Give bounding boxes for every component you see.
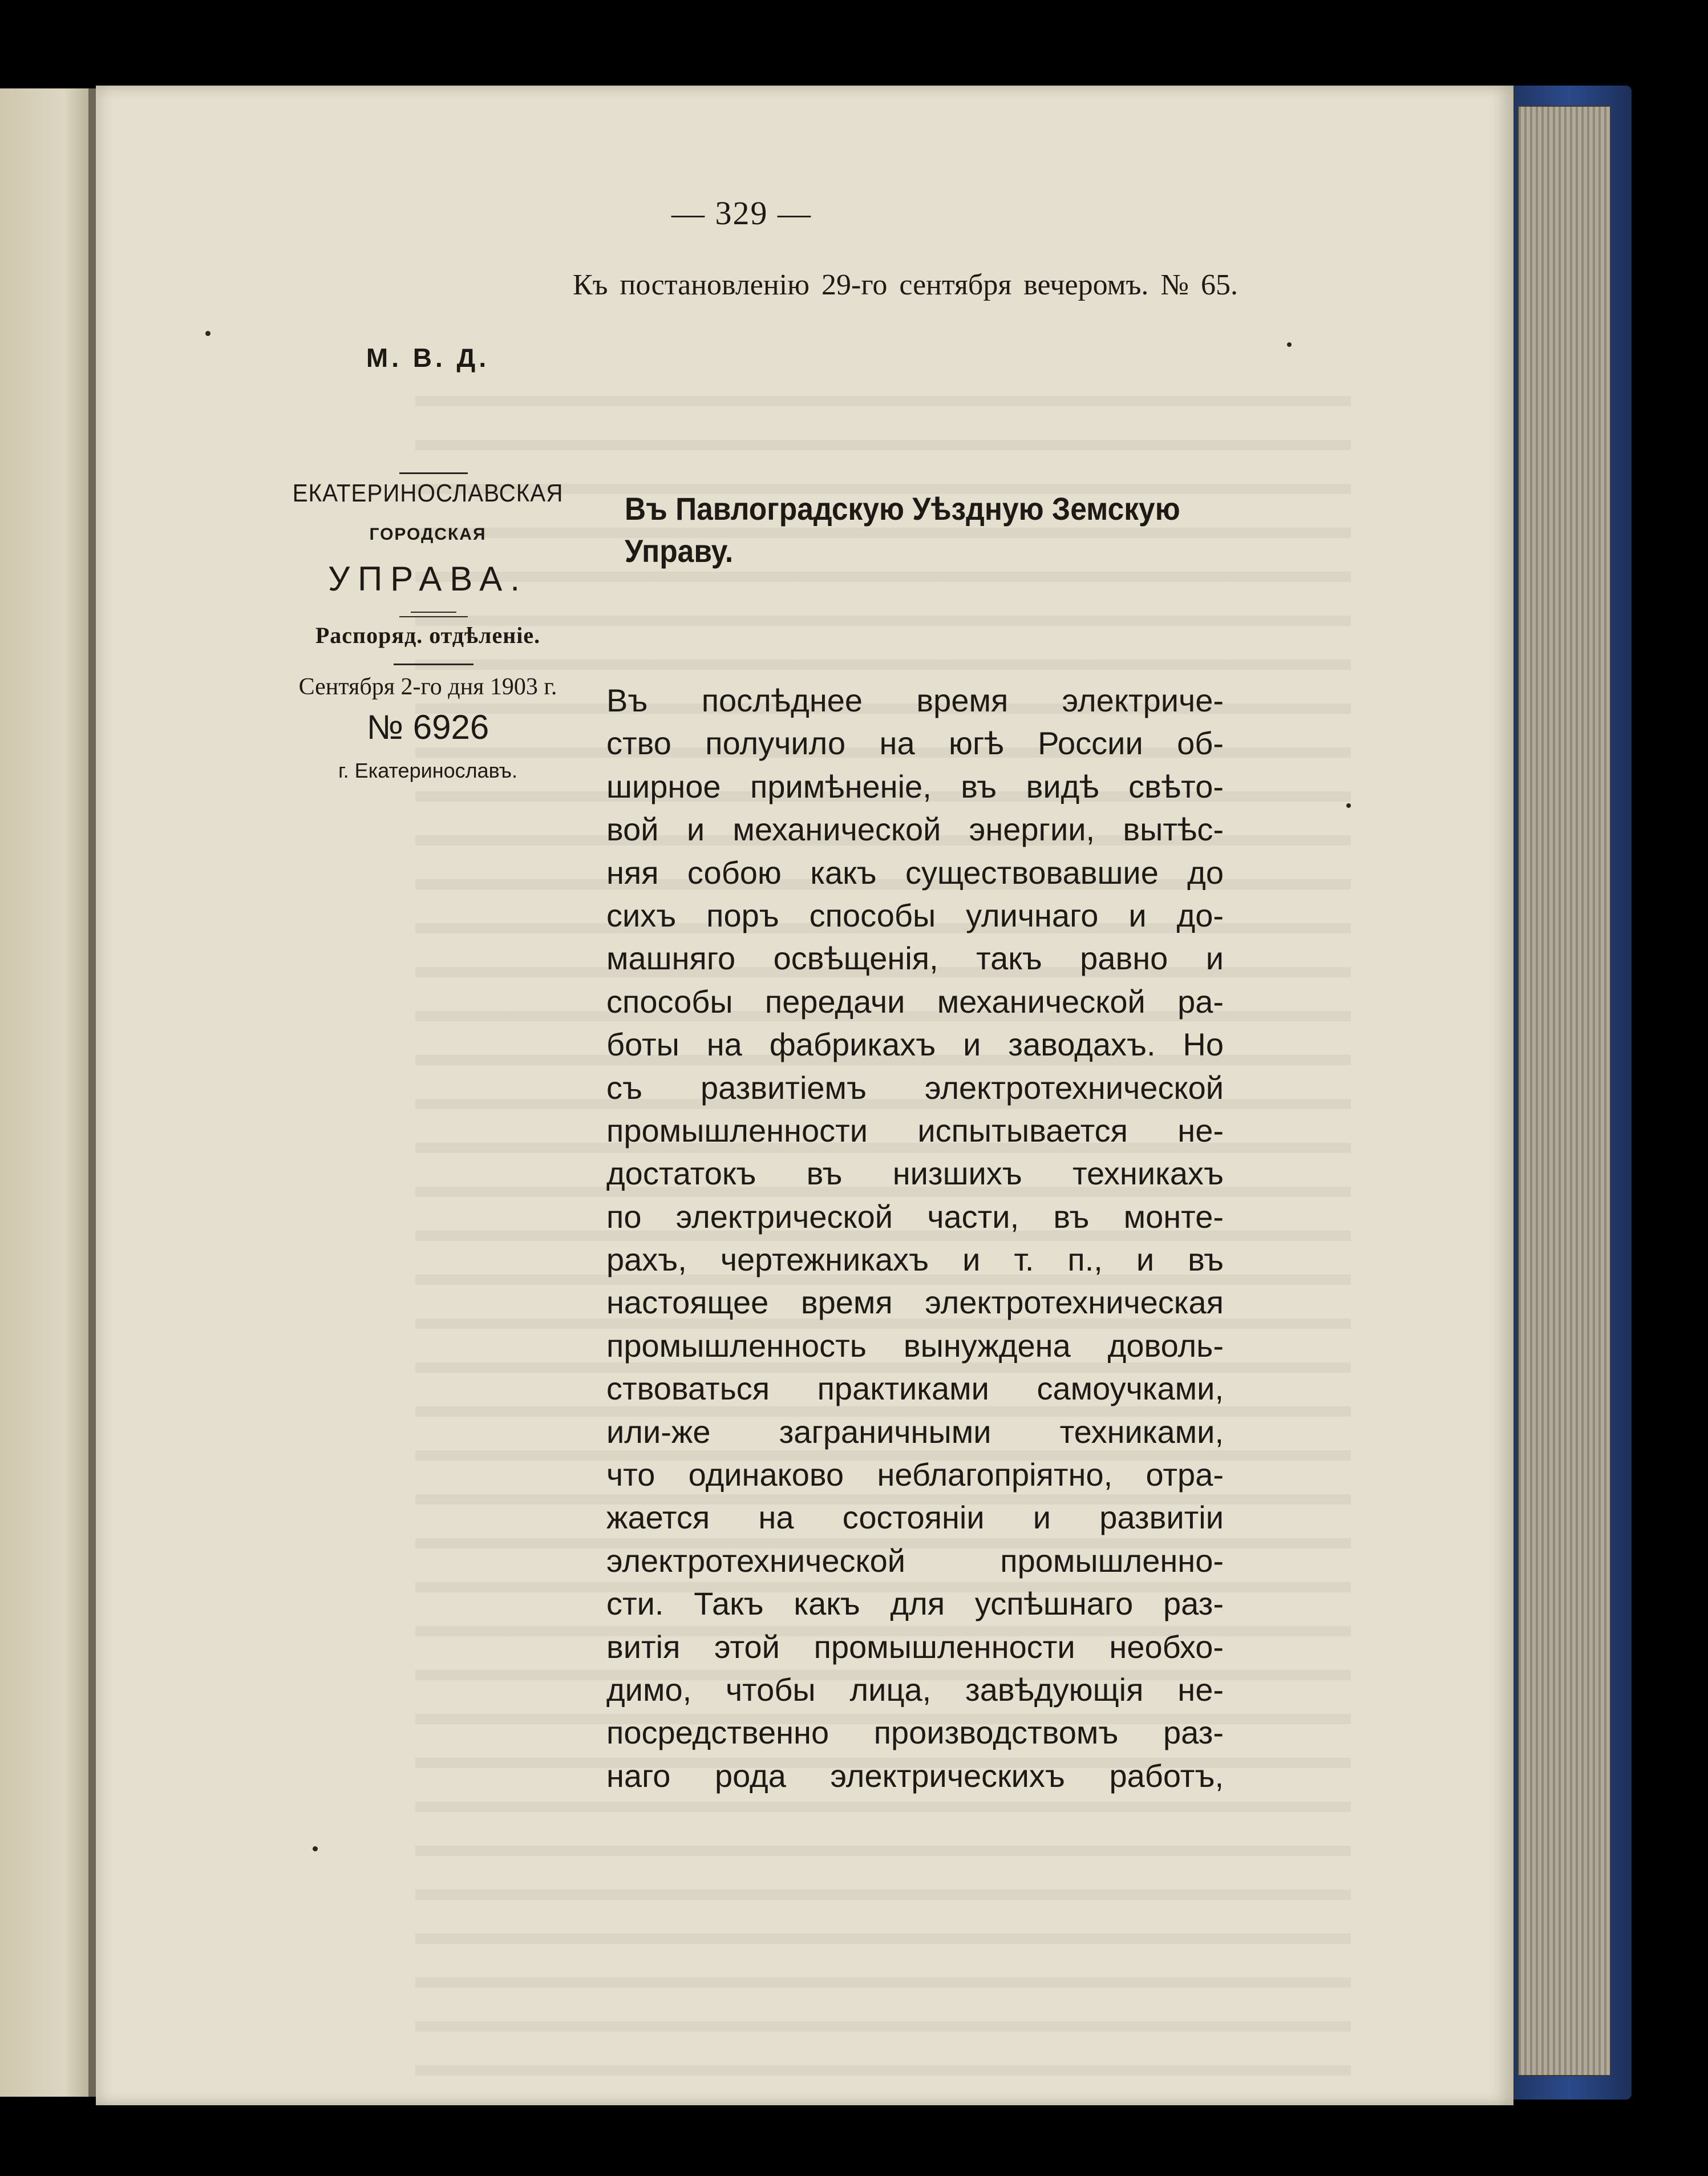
document-date: Сентября 2-го дня 1903 г. xyxy=(298,674,557,700)
body-line: наго рода электрическихъ работъ, xyxy=(606,1757,1224,1794)
body-line: жается на состояніи и развитіи xyxy=(606,1499,1224,1536)
body-line: настоящее время электротехническая xyxy=(606,1284,1224,1321)
addressee: Въ Павлоградскую Уѣздную Земскую Управу. xyxy=(625,491,1180,569)
ministry-header: М. В. Д. xyxy=(366,343,490,373)
body-line: сихъ поръ способы уличнаго и до- xyxy=(606,897,1224,933)
body-line: посредственно производствомъ раз- xyxy=(606,1714,1224,1751)
left-page-edge xyxy=(0,88,91,2097)
page-stack-edges xyxy=(1517,106,1611,2076)
body-line: или-же заграничными техниками, xyxy=(606,1413,1224,1450)
ink-speck xyxy=(1346,803,1351,808)
divider xyxy=(394,664,473,665)
body-line: ство получило на югѣ России об- xyxy=(606,725,1224,762)
scan-background-bottom xyxy=(0,2105,1708,2176)
council-name: УПРАВА. xyxy=(328,560,528,598)
body-line: промышленность вынуждена доволь- xyxy=(606,1327,1224,1364)
body-line: что одинаково неблагопріятно, отра- xyxy=(606,1457,1224,1493)
body-line: достатокъ въ низшихъ техникахъ xyxy=(606,1155,1224,1192)
body-line: ширное примѣненіе, въ видѣ свѣто- xyxy=(606,768,1224,804)
divider xyxy=(411,612,456,613)
body-line: рахъ, чертежникахъ и т. п., и въ xyxy=(606,1241,1224,1278)
book-gutter xyxy=(88,88,96,2097)
body-line: боты на фабрикахъ и заводахъ. Но xyxy=(606,1026,1224,1063)
body-line: машняго освѣщенія, такъ равно и xyxy=(606,940,1224,977)
letter-body xyxy=(606,679,1224,1797)
body-line: электротехнической промышленно- xyxy=(606,1542,1224,1579)
body-line: съ развитіемъ электротехнической xyxy=(606,1069,1224,1106)
page-number: — 329 — xyxy=(671,195,812,232)
body-line: способы передачи механической ра- xyxy=(606,983,1224,1020)
scan-background-top xyxy=(0,0,1708,86)
ink-speck xyxy=(205,331,211,336)
department-name: Распоряд. отдѣленіе. xyxy=(315,622,541,648)
body-line: Въ послѣднее время электриче- xyxy=(606,682,1224,718)
body-line: димо, чтобы лица, завѣдующія не- xyxy=(606,1671,1224,1708)
body-line: ствоваться практиками самоучками, xyxy=(606,1370,1224,1407)
city-adjective: ГОРОДСКАЯ xyxy=(369,525,487,544)
body-line: витія этой промышленности необхо- xyxy=(606,1628,1224,1665)
document-place: г. Екатеринославъ. xyxy=(338,759,518,782)
document-number: № 6926 xyxy=(366,708,489,746)
divider xyxy=(399,616,468,617)
body-line: няя собою какъ существовавшие до xyxy=(606,854,1224,891)
body-line: промышленности испытывается не- xyxy=(606,1112,1224,1148)
body-line: по электрической части, въ монте- xyxy=(606,1198,1224,1235)
city-name: ЕКАТЕРИНОСЛАВСКАЯ xyxy=(292,479,564,507)
ink-speck xyxy=(1287,342,1292,347)
decree-reference: Къ постановленію 29-го сентября вечеромъ. № 65. xyxy=(572,269,1238,301)
divider xyxy=(399,472,468,474)
body-line: вой и механической энергии, вытѣс- xyxy=(606,811,1224,848)
body-line: сти. Такъ какъ для успѣшнаго раз- xyxy=(606,1586,1224,1622)
ink-speck xyxy=(313,1846,318,1851)
